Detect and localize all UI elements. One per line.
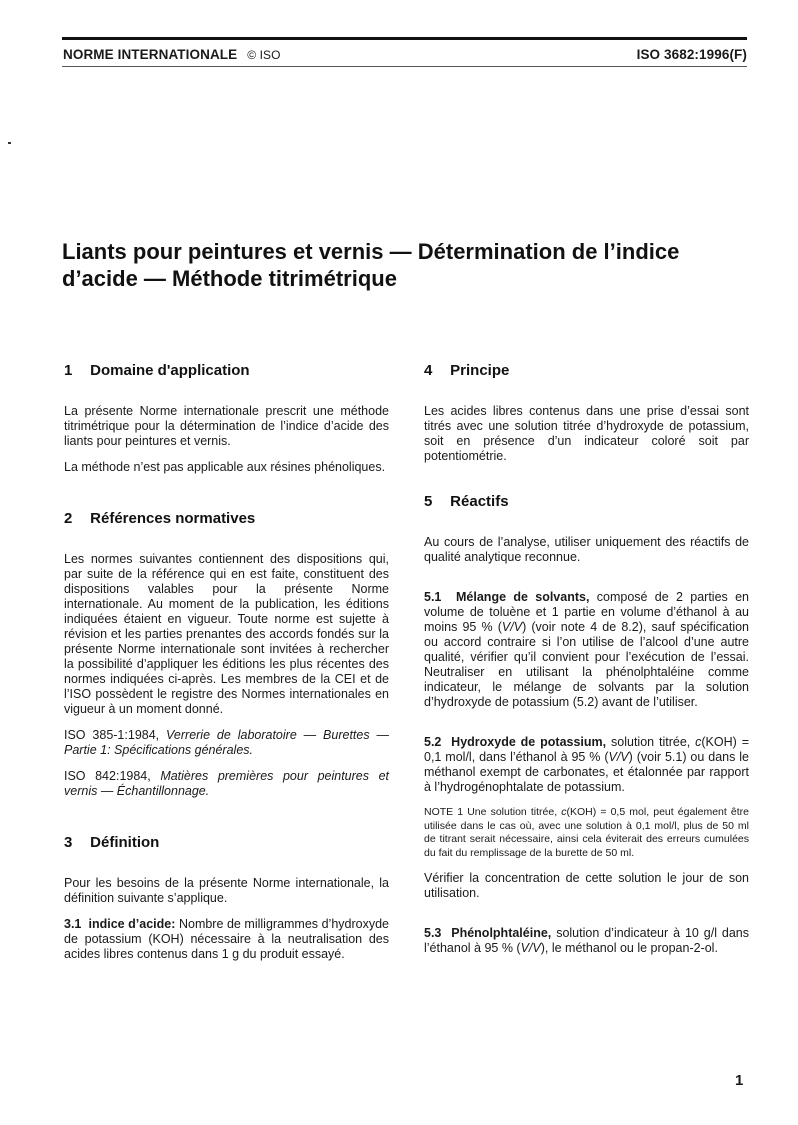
section-number: 1: [64, 362, 73, 379]
section-number: 4: [424, 362, 433, 379]
clause-number: 5.2: [424, 735, 442, 749]
header-bottom-rule: [62, 66, 747, 67]
page-number: 1: [735, 1072, 744, 1089]
clause-number: 5.1: [424, 590, 442, 604]
header-top-rule: [62, 37, 747, 40]
clause-number: 3.1: [64, 917, 82, 931]
clause-number: 5.3: [424, 926, 442, 940]
reference-code: ISO 385-1:1984,: [64, 728, 160, 742]
defined-term: indice d’acide:: [88, 917, 176, 931]
section-heading-principle: [424, 358, 749, 384]
reagent-name: Hydroxyde de potassium,: [451, 735, 607, 749]
reference-title: Verrerie de laboratoire — Burettes — Partie 1: Spécifications générales.: [64, 728, 389, 757]
verify-concentration: Vérifier la concentration de cette solution le jour de son utilisation.: [424, 871, 749, 900]
reference-code: ISO 842:1984,: [64, 769, 151, 783]
section-number: 3: [64, 834, 73, 851]
definition-acid-value: [64, 917, 389, 962]
reagent-name: Mélange de solvants,: [456, 590, 590, 604]
reagent-phenolphthalein: 5.3 Phénolphtaléine, solution d’indicateur à 10 g/l dans l’éthanol à 95 % (V/V), le méthanol ou le propan-2-ol.: [424, 926, 749, 955]
reagent-name: Phénolphtaléine,: [451, 926, 552, 940]
definition-intro: Pour les besoins de la présente Norme internationale, la définition suivante s’applique.: [64, 876, 389, 905]
header-left: [63, 47, 281, 62]
reagent-solvent-mixture: 5.1 Mélange de solvants, composé de 2 parties en volume de toluène et 1 partie en volume d’éthanol à au moins 95 % (V/V) (voir note 4 de 8.2), sauf spécification ou accord contraire si l’on utilise de l’alcool d’une autre qualité, vérifier qu’il convient pour l’exécution de l’essai. Neutraliser en utilisant la phénolphtaléine comme indicateur, le mélange de solvants par la solution d’hydroxyde de potassium (5.2) avant de l’utiliser.: [424, 590, 749, 709]
left-column: [64, 358, 389, 973]
section-title: Principe: [450, 362, 510, 379]
principle-paragraph: Les acides libres contenus dans une prise d’essai sont titrés avec une solution titrée d’hydroxyde de potassium, soit en présence d’un indicateur coloré soit par potentiométrie.: [424, 404, 749, 463]
section-heading-normative-references: [64, 506, 389, 532]
section-number: 5: [424, 493, 433, 510]
reagents-intro: Au cours de l’analyse, utiliser uniquement des réactifs de qualité analytique reconnue.: [424, 535, 749, 564]
margin-speck: [8, 142, 11, 144]
section-title: Définition: [90, 834, 160, 851]
scope-paragraph-2: La méthode n’est pas applicable aux résines phénoliques.: [64, 460, 386, 474]
document-title: Liants pour peintures et vernis — Détermination de l’indice d’acide — Méthode titrimétrique: [62, 239, 680, 291]
section-title: Réactifs: [450, 493, 509, 510]
section-heading-reagents: [424, 489, 749, 515]
reference-iso-385: [64, 728, 389, 758]
header-standard-type: NORME INTERNATIONALE: [63, 47, 238, 62]
reagent-potassium-hydroxide: 5.2 Hydroxyde de potassium, solution titrée, c(KOH) = 0,1 mol/l, dans l’éthanol à 95 % (V/V) (voir 5.1) ou dans le méthanol exempt de carbonates, et étalonnée par rapport à l’hydrogénophtalate de potassium.: [424, 735, 750, 794]
header-standard-reference: ISO 3682:1996(F): [636, 47, 747, 62]
section-title: Domaine d'application: [90, 362, 250, 379]
header-copyright: © ISO: [247, 48, 281, 62]
section-number: 2: [64, 510, 73, 527]
section-title: Références normatives: [90, 510, 256, 527]
right-column: [424, 358, 749, 967]
note-1: NOTE 1 Une solution titrée, c(KOH) = 0,5 mol, peut également être utilisée dans le cas où, avec une solution à 0,1 mol/l, plus de 50 ml de titrant serait nécessaire, ainsi cela éviterait des erreurs cumulées du fait du remplissage de la burette de 50 ml.: [424, 806, 749, 859]
definition-text: Nombre de milligrammes d’hydroxyde de potassium (KOH) nécessaire à la neutralisation des acides libres contenus dans 1 g du produit essayé.: [64, 917, 389, 961]
section-heading-scope: [64, 358, 389, 384]
section-heading-definition: [64, 830, 389, 856]
scope-paragraph-1: La présente Norme internationale prescrit une méthode titrimétrique pour la détermination de l’indice d’acide des liants pour peintures et vernis.: [64, 404, 389, 448]
reference-title: Matières premières pour peintures et vernis — Échantillonnage.: [64, 769, 389, 798]
normative-references-paragraph: Les normes suivantes contiennent des dispositions qui, par suite de la référence qui en est faite, constituent des dispositions valables pour la présente Norme internationale. Au moment de la publication, les éditions indiquées étaient en vigueur. Toute norme est sujette à révision et les parties prenantes des accords fondés sur la présente Norme internationale sont invitées à rechercher la possibilité d’appliquer les éditions les plus récentes des normes indiquées ci-après. Les membres de la CEI et de l’ISO possèdent le registre des Normes internationales en vigueur à un moment donné.: [64, 552, 389, 716]
reference-iso-842: [64, 769, 389, 799]
page-header: [63, 47, 747, 65]
